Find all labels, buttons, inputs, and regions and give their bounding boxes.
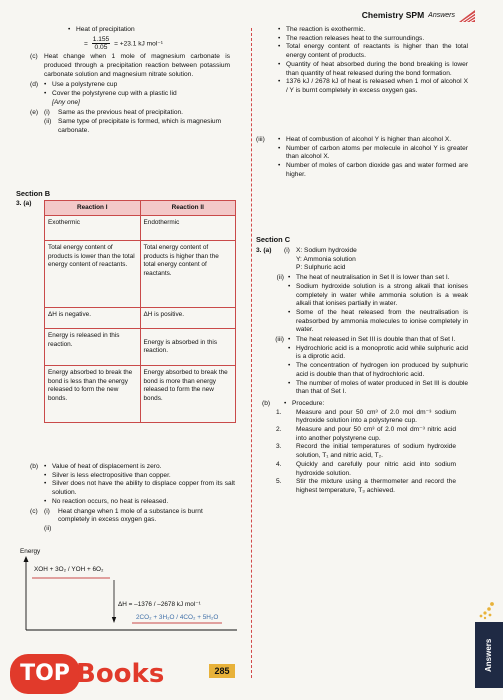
list-item: • Heat of combustion of alcohol Y is higher than alcohol X. [278, 136, 452, 143]
list-item: • The number of moles of water produced in Set III is double than that of Set I. [288, 379, 468, 396]
list-item: • Number of carbon atoms per molecule in alcohol Y is greater than alcohol X. [278, 144, 468, 161]
logo-top: TOP [10, 654, 80, 694]
heat-precipitation-line: • Heat of precipitation [68, 26, 135, 33]
list-item: • Silver is less electropositive than copper. [44, 471, 171, 479]
heat-equation: = $\frac{1.155}{0.05}$ = +23.1 kJ mol⁻¹ [84, 35, 163, 51]
list-item: • Total energy content of reactants is higher than the total energy content of products. [278, 43, 468, 60]
question-3a-label: 3. (a) [16, 200, 32, 207]
table-row: Energy is released in this reaction. Energy is absorbed in this reaction. [45, 329, 236, 366]
list-item: • No reaction occurs, no heat is released. [44, 497, 169, 505]
table-row: Total energy content of products is lower than the total energy content of reactants. Total energy content of products is higher than the total energy content of reactants. [45, 241, 236, 308]
page-header [362, 8, 475, 24]
page-number: 285 [209, 664, 235, 678]
list-item: • Cover the polystyrene cup with a plastic lid [44, 90, 177, 98]
answer-3b: (b) • Value of heat of displacement is zero. • Silver is less electropositive than copper. • Silver does not have the ability to displace copper from its salt solution. • No reaction occurs, no heat is released. (c) (i) Heat change when 1 mole of a substance is burnt completely in excess oxygen gas. (ii) [30, 463, 235, 532]
list-item: • Hydrochloric acid is a monoprotic acid while sulphuric acid is a diprotic acid. [288, 344, 468, 361]
book-title: Chemistry SPM [361, 10, 425, 21]
list-item: • Value of heat of displacement is zero. [44, 463, 162, 470]
procedure-heading: • Procedure: [284, 399, 325, 407]
list-item: • The concentration of hydrogen ion produced by sulphuric acid is double than that of hydrochloric acid. [288, 362, 468, 378]
column-divider [251, 28, 252, 678]
table-header: Reaction II [140, 201, 236, 216]
reactants-label: XOH + 3O₂ / YOH + 6O₂ [34, 566, 104, 573]
section-b-heading: Section B [16, 189, 51, 198]
section-subtitle: Answers [428, 12, 455, 20]
logo-books: Books [76, 659, 165, 689]
answer-d: (d) • Use a polystyrene cup • Cover the polystyrene cup with a plastic lid [Any one] [30, 81, 230, 107]
table-row: Exothermic Endothermic [45, 216, 236, 241]
comparison-table [44, 200, 236, 423]
section-c-heading: Section C [256, 235, 291, 244]
list-item: 4. Quickly and carefully pour nitric acid into sodium hydroxide solution. [276, 460, 456, 477]
note: [Any one] [52, 98, 80, 106]
right-top-list [278, 26, 468, 96]
fraction: $\frac{1.155}{0.05}$ [92, 35, 110, 51]
list-item: 1. Measure and pour 50 cm³ of 2.0 mol dm⁻³ sodium hydroxide solution into a polystyrene cup. [276, 408, 456, 425]
stripes-logo-icon [459, 10, 475, 22]
decorative-dots-icon [477, 600, 495, 620]
answers-side-tab: Answers [475, 622, 503, 688]
list-item: • Quantity of heat absorbed during the bond breaking is lower than quantity of heat released during the bond formation. [278, 60, 468, 77]
list-item: • Silver does not have the ability to displace copper from its salt solution. [44, 480, 235, 497]
table-row: ΔH is negative. ΔH is positive. [45, 308, 236, 329]
list-item: • 1376 kJ / 2678 kJ of heat is released when 1 mol of alcohol X / Y is burnt completely in excess oxygen gas. [278, 78, 468, 94]
list-item: • Number of moles of carbon dioxide gas and water formed are higher. [278, 162, 468, 178]
list-item: • Some of the heat released from the neutralisation is reabsorbed by ammonia molecules to ionise completely in water. [288, 308, 468, 334]
list-item: 2. Measure and pour 50 cm³ of 2.0 mol dm⁻³ nitric acid into another polystyrene cup. [276, 426, 456, 442]
list-item: • The heat of neutralisation in Set II is lower than set I. [288, 274, 450, 282]
list-item: • The heat released in Set III is double than that of Set I. [288, 336, 456, 344]
list-item: • The reaction is exothermic. [278, 26, 366, 33]
topbooks-logo [10, 654, 185, 694]
list-item: • Sodium hydroxide solution is a strong alkali that ionises completely in water while ammonia solution is a weak alkali that ionises partially in water. [288, 282, 468, 308]
procedure-steps [256, 409, 456, 496]
table-header: Reaction I [45, 201, 141, 216]
list-item: • The reaction releases heat to the surroundings. [278, 34, 425, 42]
answer-e: (e) (i) Same as the previous heat of precipitation. (ii) Same type of precipitate is formed, which is magnesium carbonate. [30, 109, 222, 134]
list-item: 5. Stir the mixture using a thermometer and record the highest temperature, T₃ achieved. [276, 478, 456, 494]
list-item: 3. Record the initial temperatures of sodium hydroxide solution, T₁ and nitric acid, T₂. [276, 443, 456, 460]
section-c-answers: 3. (a) (i) X: Sodium hydroxide Y: Ammonia solution P: Sulphuric acid (ii) • The heat of neutralisation in Set II is lower than set I. • Sodium hydroxide solution is a strong alkali that ionises completely in water while ammonia solution is a weak alkali that ionises partially in water. • Some of the heat released from the neutralisation is reabsorbed by ammonia molecules to ionise completely in water. (iii) • The heat released in Set III is double than that of Set I. • Hydrochloric acid is a monoprotic acid while sulphuric acid is a diprotic acid. • The concentration of hydrogen ion produced by sulphuric acid is double than that of hydrochloric acid. • The number of moles of water produced in Set III is double than that of Set I. (b) • Procedure: 1. Measure and pour 50 cm³ of 2.0 mol dm⁻³ sodium hydroxide solution into a polystyrene cup. 2. Measure and pour 50 cm³ of 2.0 mol dm⁻³ nitric acid into another polystyrene cup. 3. Record the initial temperatures of sodium hydroxide solution, T₁ and nitric acid, T₂. 4. Quickly and carefully pour nitric acid into sodium hydroxide solution. 5. Stir the mixture using a thermometer and record the highest temperature, T₃ achieved. [256, 247, 468, 494]
left-column [30, 26, 230, 136]
energy-axis-label: Energy [20, 548, 41, 555]
answer-c: (c) Heat change when 1 mole of magnesium carbonate is produced through a precipitation reaction between potassium carbonate solution and magnesium nitrate solution. [30, 53, 230, 78]
list-item: • Use a polystyrene cup [44, 81, 118, 89]
products-label: 2CO₂ + 3H₂O / 4CO₂ + 5H₂O [136, 614, 219, 621]
enthalpy-change-label: ΔH = –1376 / –2678 kJ mol⁻¹ [118, 601, 201, 608]
table-row: Energy absorbed to break the bond is less than the energy released to form the new bonds. Energy absorbed to break the bond is more than energy released to form the new bonds. [45, 366, 236, 423]
right-iii: (iii) • Heat of combustion of alcohol Y is higher than alcohol X. • Number of carbon atoms per molecule in alcohol Y is greater than alcohol X. • Number of moles of carbon dioxide gas and water formed are higher. [256, 136, 468, 178]
